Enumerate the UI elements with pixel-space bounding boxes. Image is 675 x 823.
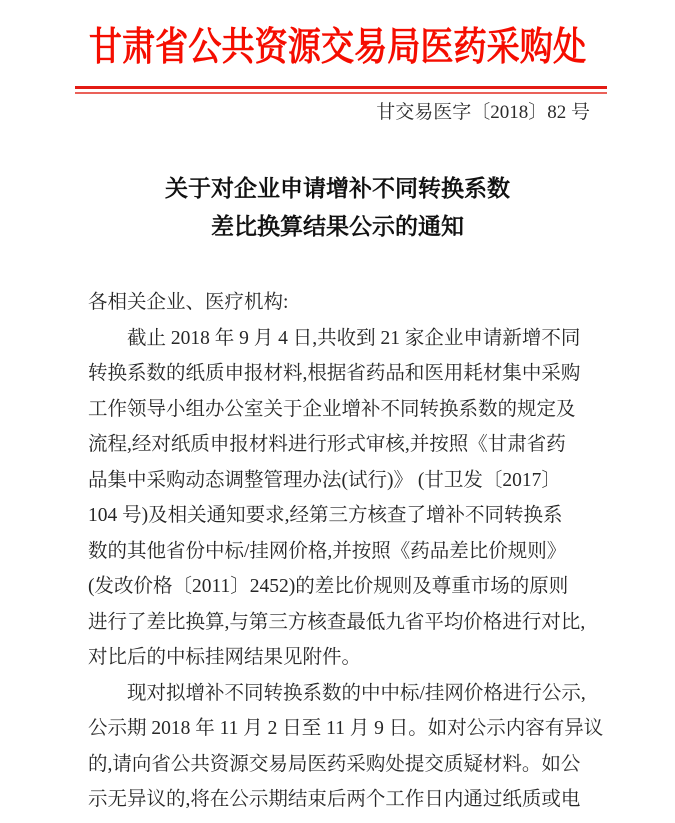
body-line: 转换系数的纸质申报材料,根据省药品和医用耗材集中采购 bbox=[88, 363, 581, 384]
notice-body bbox=[88, 285, 604, 818]
letterhead-rule-top bbox=[75, 86, 607, 89]
body-line: 品集中采购动态调整管理办法(试行)》 (甘卫发〔2017〕 bbox=[88, 469, 561, 491]
body-line: 104 号)及相关通知要求,经第三方核查了增补不同转换系 bbox=[88, 505, 563, 526]
body-line: 公示期 2018 年 11 月 2 日至 11 月 9 日。如对公示内容有异议 bbox=[88, 718, 604, 739]
notice-title-line1: 关于对企业申请增补不同转换系数 bbox=[165, 176, 510, 201]
body-line: 数的其他省份中标/挂网价格,并按照《药品差比价规则》 bbox=[88, 540, 567, 562]
body-line: 对比后的中标挂网结果见附件。 bbox=[88, 647, 362, 668]
notice-title bbox=[0, 170, 675, 246]
body-line: 的,请向省公共资源交易局医药采购处提交质疑材料。如公 bbox=[88, 753, 581, 775]
body-line: (发改价格〔2011〕2452)的差比价规则及尊重市场的原则 bbox=[88, 576, 569, 597]
body-line: 流程,经对纸质申报材料进行形式审核,并按照《甘肃省药 bbox=[88, 434, 566, 455]
body-line: 工作领导小组办公室关于企业增补不同转换系数的规定及 bbox=[88, 398, 576, 420]
body-line: 现对拟增补不同转换系数的中中标/挂网价格进行公示, bbox=[127, 682, 586, 704]
salutation: 各相关企业、医疗机构: bbox=[88, 292, 289, 313]
body-line: 示无异议的,将在公示期结束后两个工作日内通过纸质或电 bbox=[88, 789, 581, 810]
notice-title-line2: 差比换算结果公示的通知 bbox=[211, 214, 464, 239]
document-number: 甘交易医字〔2018〕82 号 bbox=[376, 102, 590, 123]
body-line: 截止 2018 年 9 月 4 日,共收到 21 家企业申请新增不同 bbox=[127, 327, 581, 349]
letterhead-rule-bottom bbox=[75, 92, 607, 94]
body-line: 进行了差比换算,与第三方核查最低九省平均价格进行对比, bbox=[88, 611, 586, 633]
letterhead-org-title: 甘肃省公共资源交易局医药采购处 bbox=[88, 26, 587, 69]
